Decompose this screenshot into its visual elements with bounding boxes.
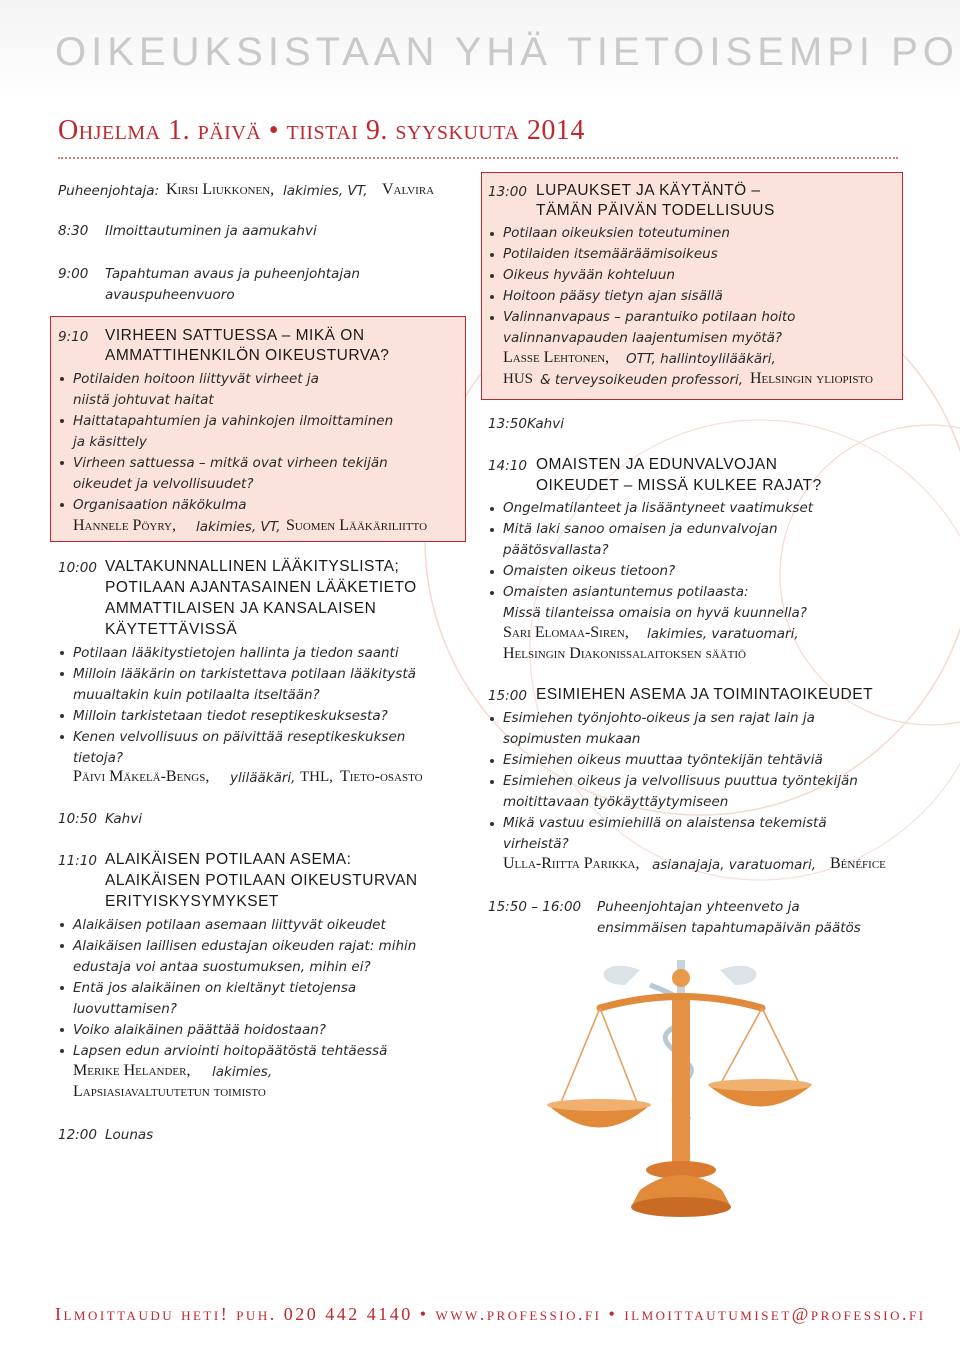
bullet: [490, 822, 494, 826]
list-item: Missä tilanteissa omaisia on hyvä kuunnella?: [503, 605, 807, 621]
chair-name: Kirsi Liukkonen,: [166, 181, 275, 198]
speaker-role: lakimies, VT,: [196, 519, 281, 535]
speaker-org: THL,: [300, 769, 333, 785]
speaker-org: Lapsiasiavaltuutetun toimisto: [73, 1083, 266, 1100]
bullet: [490, 507, 494, 511]
list-item: Valinnanvapaus – parantuiko potilaan hoito: [503, 309, 796, 325]
time-1000: 10:00: [58, 560, 97, 576]
session-title-1410: OMAISTEN JA EDUNVALVOJAN: [536, 456, 778, 473]
item-1050: Kahvi: [105, 811, 142, 827]
speaker-org: Helsingin Diakonissalaitoksen säätiö: [503, 645, 746, 662]
list-item: Esimiehen oikeus muuttaa työntekijän tehtäviä: [503, 752, 823, 768]
item-1350: Kahvi: [527, 416, 564, 432]
list-item: Entä jos alaikäinen on kieltänyt tietojensa: [73, 980, 357, 996]
list-item: Hoitoon pääsy tietyn ajan sisällä: [503, 288, 723, 304]
list-item: Potilaiden itsemääräämisoikeus: [503, 246, 718, 262]
session-title-1110-line3: ERITYISKYSYMYKSET: [105, 893, 279, 910]
list-item: Omaisten asiantuntemus potilaasta:: [503, 584, 749, 600]
page-title: Ohjelma 1. päivä • tiistai 9. syyskuuta 2014: [58, 115, 585, 146]
session-title-1110-line2: ALAIKÄISEN POTILAAN OIKEUSTURVAN: [105, 872, 418, 889]
list-item: Organisaation näkökulma: [73, 497, 247, 513]
session-title-1410-line2: OIKEUDET – MISSÄ KULKEE RAJAT?: [536, 477, 822, 494]
list-item: muualtakin kuin potilaalta itseltään?: [73, 687, 320, 703]
chair-label: Puheenjohtaja:: [58, 183, 160, 199]
bullet: [60, 503, 64, 507]
list-item: Oikeus hyvään kohteluun: [503, 267, 675, 283]
item-0830: Ilmoittautuminen ja aamukahvi: [105, 223, 317, 239]
speaker-name: Hannele Pöyry,: [73, 517, 177, 534]
speaker-org-unit: Tieto-osasto: [340, 768, 423, 785]
session-title-1000-line3: AMMATTILAISEN JA KANSALAISEN: [105, 600, 377, 617]
list-item: päätösvallasta?: [503, 542, 609, 558]
list-item: sopimusten mukaan: [503, 731, 641, 747]
time-1550: 15:50 – 16:00: [488, 899, 582, 915]
time-1300: 13:00: [488, 184, 527, 200]
item-0900-line2: avauspuheenvuoro: [105, 287, 235, 303]
list-item: tietoja?: [73, 750, 124, 766]
speaker-org: HUS: [503, 371, 534, 387]
list-item: Potilaan oikeuksien toteutuminen: [503, 225, 730, 241]
session-title-1300-line2: TÄMÄN PÄIVÄN TODELLISUUS: [536, 202, 775, 219]
time-1500: 15:00: [488, 688, 527, 704]
speaker-org: Bénéfice: [830, 855, 886, 872]
bullet: [60, 672, 64, 676]
time-1410: 14:10: [488, 458, 527, 474]
speaker-name: Ulla-Riitta Parikka,: [503, 855, 640, 872]
list-item: moitittavaan työkäyttäytymiseen: [503, 794, 729, 810]
bullet: [60, 377, 64, 381]
list-item: Ongelmatilanteet ja lisääntyneet vaatimukset: [503, 500, 814, 516]
time-0910: 9:10: [58, 329, 89, 345]
list-item: Omaisten oikeus tietoon?: [503, 563, 676, 579]
list-item: niistä johtuvat haitat: [73, 392, 214, 408]
list-item: Esimiehen oikeus ja velvollisuus puuttua työntekijän: [503, 773, 858, 789]
list-item: oikeudet ja velvollisuudet?: [73, 476, 254, 492]
time-0900: 9:00: [58, 266, 89, 282]
speaker-name: Sari Elomaa-Siren,: [503, 624, 629, 641]
bullet: [60, 986, 64, 990]
bullet: [490, 232, 494, 236]
speaker-name: Lasse Lehtonen,: [503, 349, 610, 366]
list-item: Milloin tarkistetaan tiedot reseptikeskuksesta?: [73, 708, 388, 724]
session-title-0910-line2: AMMATTIHENKILÖN OIKEUSTURVA?: [105, 347, 390, 364]
list-item: Alaikäisen potilaan asemaan liittyvät oikeudet: [73, 917, 386, 933]
list-item: virheistä?: [503, 836, 569, 852]
bullet: [490, 717, 494, 721]
time-0830: 8:30: [58, 223, 89, 239]
bullet: [490, 591, 494, 595]
list-item: Kenen velvollisuus on päivittää reseptikeskuksen: [73, 729, 406, 745]
time-1110: 11:10: [58, 853, 97, 869]
session-title-1000: VALTAKUNNALLINEN LÄÄKITYSLISTA;: [105, 558, 400, 575]
session-title-0910: VIRHEEN SATTUESSA – MIKÄ ON: [105, 327, 365, 344]
item-1550-line1: Puheenjohtajan yhteenveto ja: [597, 899, 800, 915]
speaker-name: Päivi Mäkelä-Bengs,: [73, 768, 210, 785]
session-title-1000-line4: KÄYTETTÄVISSÄ: [105, 621, 238, 638]
bullet: [60, 714, 64, 718]
bullet: [490, 759, 494, 763]
speaker-org-2: Helsingin yliopisto: [750, 370, 873, 387]
bullet: [60, 1049, 64, 1053]
list-item: Alaikäisen laillisen edustajan oikeuden rajat: mihin: [73, 938, 417, 954]
bullet: [490, 316, 494, 320]
list-item: Lapsen edun arviointi hoitopäätöstä tehtäessä: [73, 1043, 388, 1059]
bullet: [490, 570, 494, 574]
deco-circle: [780, 425, 960, 725]
speaker-name: Merike Helander,: [73, 1062, 191, 1079]
speaker-role-2: & terveysoikeuden professori,: [540, 372, 744, 388]
bullet: [490, 528, 494, 532]
item-1200: Lounas: [105, 1127, 154, 1143]
bullet: [60, 461, 64, 465]
registration-footer: Ilmoittaudu heti! puh. 020 442 4140 • www.professio.fi • ilmoittautumiset@professio.fi: [55, 1304, 926, 1324]
bullet: [490, 253, 494, 257]
list-item: Virheen sattuessa – mitkä ovat virheen tekijän: [73, 455, 388, 471]
list-item: Mitä laki sanoo omaisen ja edunvalvojan: [503, 521, 778, 537]
list-item: Esimiehen työnjohto-oikeus ja sen rajat lain ja: [503, 710, 815, 726]
session-title-1110: ALAIKÄISEN POTILAAN ASEMA:: [105, 851, 352, 868]
list-item: Potilaiden hoitoon liittyvät virheet ja: [73, 371, 319, 387]
title-divider: [58, 157, 898, 159]
item-1550-line2: ensimmäisen tapahtumapäivän päätös: [597, 920, 861, 936]
speaker-role: lakimies,: [212, 1064, 273, 1080]
speaker-role: ylilääkäri,: [230, 770, 296, 786]
bullet: [60, 735, 64, 739]
list-item: Potilaan lääkitystietojen hallinta ja tiedon saanti: [73, 645, 399, 661]
list-item: Milloin lääkärin on tarkistettava potilaan lääkitystä: [73, 666, 416, 682]
item-0900-line1: Tapahtuman avaus ja puheenjohtajan: [105, 266, 360, 282]
list-item: valinnanvapauden laajentumisen myötä?: [503, 330, 783, 346]
chair-role: lakimies, VT,: [283, 183, 368, 199]
scales-icon: [547, 960, 812, 1217]
time-1050: 10:50: [58, 811, 97, 827]
speaker-role: lakimies, varatuomari,: [647, 626, 799, 642]
list-item: ja käsittely: [73, 434, 147, 450]
time-1200: 12:00: [58, 1127, 97, 1143]
session-title-1500: ESIMIEHEN ASEMA JA TOIMINTAOIKEUDET: [536, 686, 874, 703]
speaker-role: asianajaja, varatuomari,: [652, 857, 816, 873]
list-item: Mikä vastuu esimiehillä on alaistensa tekemistä: [503, 815, 827, 831]
session-title-1300: LUPAUKSET JA KÄYTÄNTÖ –: [536, 182, 761, 199]
bullet: [60, 1028, 64, 1032]
bullet: [60, 651, 64, 655]
session-title-1000-line2: POTILAAN AJANTASAINEN LÄÄKETIETO: [105, 579, 417, 596]
bullet: [60, 923, 64, 927]
list-item: Voiko alaikäinen päättää hoidostaan?: [73, 1022, 326, 1038]
bullet: [490, 295, 494, 299]
speaker-org: Suomen Lääkäriliitto: [286, 517, 428, 534]
list-item: luovuttamisen?: [73, 1001, 177, 1017]
banner-text: OIKEUKSISTAAN YHÄ TIETOISEMPI PO: [55, 30, 959, 74]
bullet: [490, 780, 494, 784]
chair-org: Valvira: [382, 181, 435, 198]
time-1350: 13:50: [488, 416, 527, 432]
bullet: [490, 274, 494, 278]
bullet: [60, 944, 64, 948]
speaker-role: OTT, hallintoylilääkäri,: [626, 351, 776, 367]
bullet: [60, 419, 64, 423]
list-item: Haittatapahtumien ja vahinkojen ilmoittaminen: [73, 413, 394, 429]
list-item: edustaja voi antaa suostumuksen, mihin ei?: [73, 959, 371, 975]
